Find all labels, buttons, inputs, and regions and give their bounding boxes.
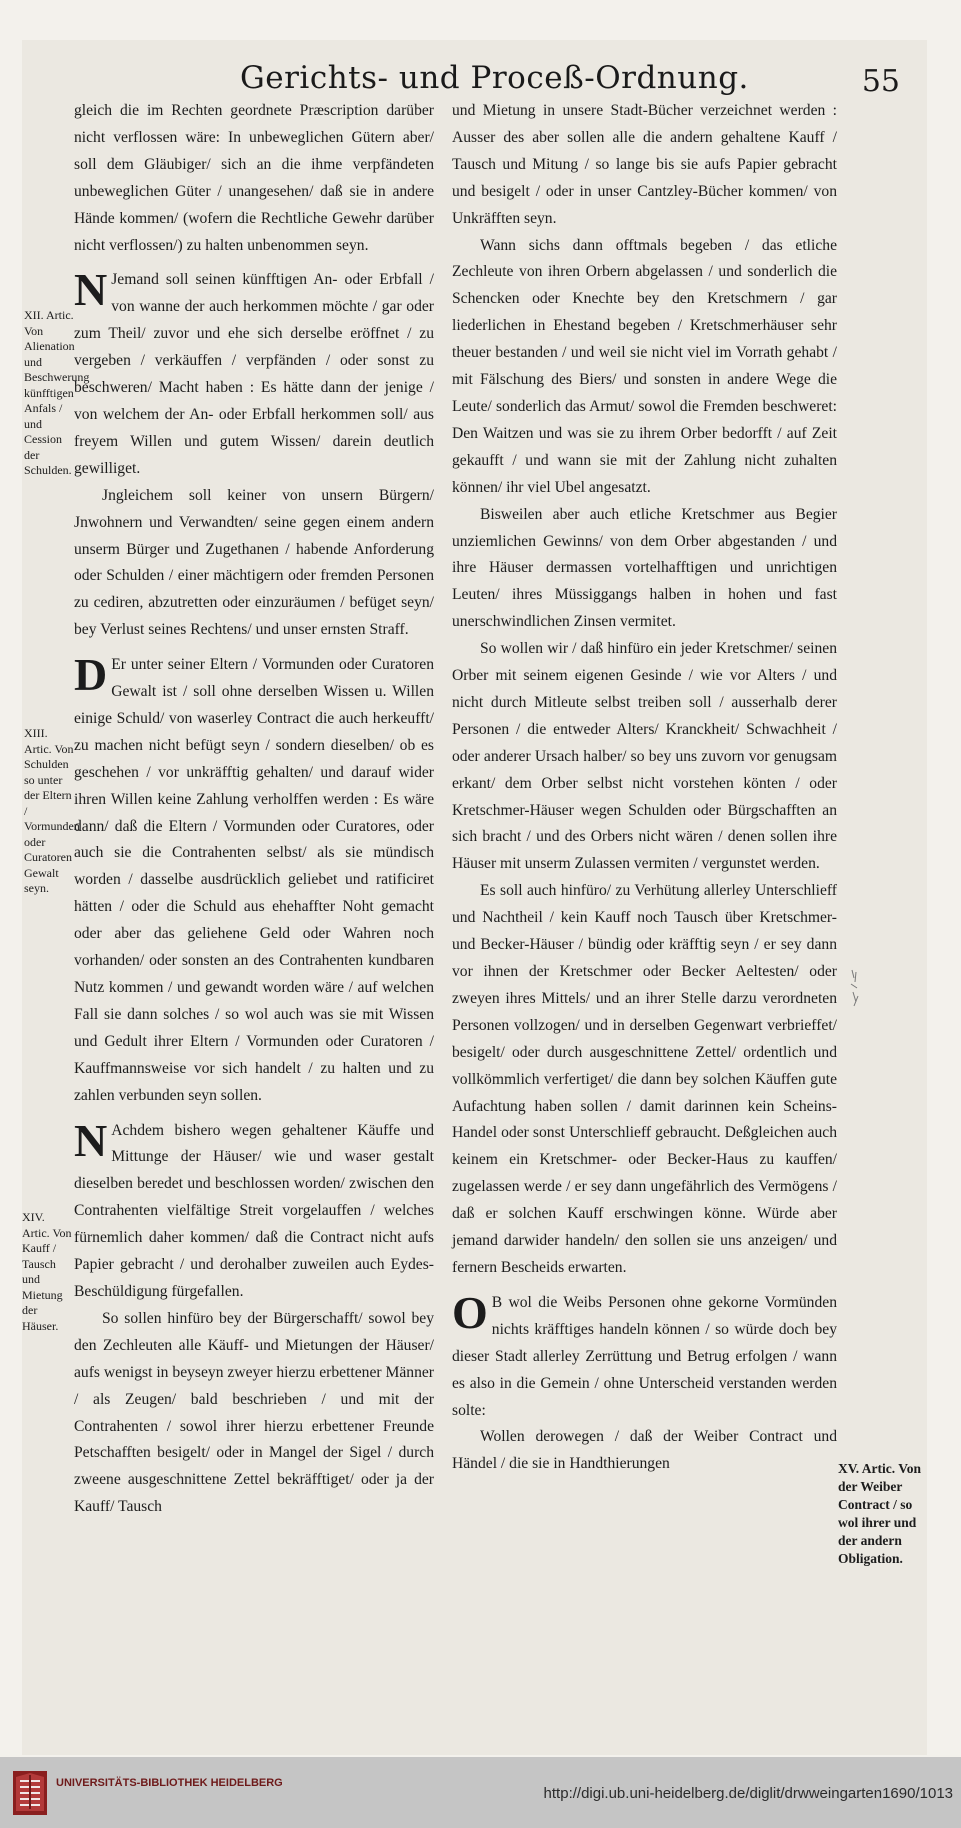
left-paragraph-4-text: Er unter seiner Eltern / Vormunden oder Curatoren Gewalt ist / soll ohne derselben Wissen u. Willen einige Schuld/ von waserley Contract die auch herkeufft/ zu machen nicht befügt seyn / sondern dieselben/ ob es geschehen / vor unkräfftig gehalten/ und darauf wider ihren Willen keine Zahlung verholffen werden : Es wäre dann/ daß die Eltern / Vormunden oder Curatores, oder auch sie die Contrahenten selbst/ als sie mündisch worden / dasselbe ausdrücklich geliebet und ratificiret hätten / oder die Schuld aus ehehaffter Noht gemacht oder aber das geliehene Geld oder Wahren noch vorhanden/ oder sonsten an des Contrahenten kundbaren Nutz kommen / und gewandt worden wäre / auf welchen Fall sie dann solches / so wol auch was sie mit Wissen und Gedult ihrer Eltern / Vormunden oder Curatoren / Kauffmannsweise vor sich handelt / zu halten und zu zahlen verbunden seyn sollen. [74, 656, 434, 1104]
left-paragraph-5-text: Achdem bishero wegen gehaltener Käuffe und Mittunge der Häuser/ wie und waser gestalt dieselben beredet und beschlossen worden/ zwischen den Contrahenten vielfältige Streit vorgelauffen / welches fürnemlich daher kommen/ daß die Contract nicht aufs Papier gebracht / und derohalber zuweilen auch Eydes-Beschüldigung fürgefallen. [74, 1121, 434, 1300]
drop-initial: D [74, 649, 108, 701]
right-paragraph-6-text: B wol die Weibs Personen ohne gekorne Vormünden nichts kräfftiges handeln können / so würde doch bey dieser Stadt allerley Zerrüttung und Betrug erfolgen / wann es also in die Gemein / ohne Unterscheid verstanden werden solte: [452, 1293, 837, 1419]
left-paragraph-3: Jngleichem soll keiner von unsern Bürgern/ Jnwohnern und Verwandten/ seine gegen einem andern unserm Bürger und Zugethanen / habende Anforderung oder Schulden / einer mächtigern oder fremden Personen zu cediren, abzutretten oder einzuräumen / befüget seyn/ bey Verlust seines Rechtens/ und unser ernsten Straff. [74, 486, 434, 639]
permalink-url[interactable]: http://digi.ub.uni-heidelberg.de/diglit/drwweingarten1690/1013 [543, 1785, 953, 1802]
drop-initial: N [74, 264, 108, 316]
right-paragraph-6 [452, 1286, 837, 1425]
left-paragraph-6: So sollen hinfüro bey der Bürgerschafft/ sowol bey den Zechleuten alle Käuff- und Mietungen der Häuser/ aufs wenigst in beyseyn zweyer hierzu erbettener Männer / als Zeugen/ bald beschrieben / und mit der Contrahenten / sowol ihrer hierzu erbettener Freunde Petschafften besigelt/ oder in Mangel der Sigel / durch zweene ausgeschnittene Zettel bekräfftiget/ oder ja der Kauff/ Tausch [74, 1309, 434, 1516]
right-paragraph-2: Wann sichs dann offtmals begeben / das etliche Zechleute von ihren Orbern abgelassen / und sonderlich die Schencken oder Knechte bey den Kretschmern / gar liederlichen in Ehestand begeben / Kretschmerhäuser sehr theuer bestanden / und weil sie nicht viel im Vorrath gehabt / mit Fälschung des Biers/ und sonsten in andere Wege die Leute/ sonderlich das Armut/ sowol die Fremden beschweret: Den Waitzen und was sie zu ihrem Orber bedorfft / auf Zeit gekaufft / und wann sie mit der Zahlung nicht zuhalten können/ ihr viel Ubel angesatzt. [452, 236, 837, 496]
left-paragraph-2-text: Jemand soll seinen künfftigen An- oder Erbfall / von wanne der auch herkommen möchte / gar oder zum Theil/ zuvor und ehe sich derselbe eröffnet / zu vergeben / verkäuffen / verpfänden / oder sonst zu beschweren/ Macht haben : Es hätte dann der jenige / von welchem der An- oder Erbfall herkommen soll/ aus freyem Willen und gutem Wissen/ darein deutlich gewilliget. [74, 271, 434, 477]
right-column [452, 98, 837, 1478]
margin-smudge [848, 968, 862, 1008]
running-title: Gerichts- und Proceß-Ordnung. [240, 60, 749, 96]
left-paragraph-4 [74, 649, 434, 1109]
left-paragraph-1: gleich die im Rechten geordnete Præscription darüber nicht verflossen wäre: In unbeweglichen Gütern aber/ soll dem Gläubiger/ sich an die ihme verpfändeten unbeweglichen Güter / unangesehen/ daß sie in andere Hände kommen/ (wofern die Rechtliche Gewehr darüber nicht verflossen/) zu halten unbenommen seyn. [74, 102, 434, 254]
margin-note-art-13: XIII. Artic. Von Schulden so unter der Eltern / Vormunden oder Curatoren Gewalt seyn. [24, 726, 80, 895]
left-column [74, 98, 434, 1521]
right-paragraph-1: und Mietung in unsere Stadt-Bücher verzeichnet werden : Ausser des aber sollen alle die andern gehaltene Kauff / Tausch und Mitung / so lange bis sie aufs Papier gebracht und besigelt / oder in unser Cantzley-Bücher kommen/ von Unkräfften seyn. [452, 102, 837, 227]
margin-note-art-14: XIV. Artic. Von Kauff / Tausch und Mietung der Häuser. [22, 1210, 72, 1333]
viewer-footer-bar [0, 1757, 961, 1828]
right-paragraph-5: Es soll auch hinfüro/ zu Verhütung allerley Unterschlieff und Nachtheil / kein Kauff noch Tausch über Kretschmer- und Becker-Häuser / bündig oder kräfftig seyn / er sey dann vor ihnen der Kretschmer oder Becker Aeltesten/ oder zweyen ihres Mittels/ und an ihrer Stelle darzu verordneten Personen vollzogen/ und in derselben Gegenwart verbrieffet/ besigelt/ oder durch ausgeschnittene Zettel/ ordentlich und vollkömmlich verfertiget/ die dann bey solchen Käuffen gute Aufachtung haben sollen / damit darinnen kein Scheins-Handel oder sonst Unterschlieff gebraucht. Deßgleichen auch keinem ein Kretschmer- oder Becker-Haus zu kauffen/ zugelassen werde / er sey dann ungefährlich des Vermögens / daß er solchen Kauff erschwingen könne. Würde aber jemand darwider handeln/ den sollen sie uns anzeigen/ und fernern Bescheids erwarten. [452, 882, 837, 1276]
drop-initial: N [74, 1114, 108, 1166]
right-paragraph-4: So wollen wir / daß hinfüro ein jeder Kretschmer/ seinen Orber mit seinem eigenen Gesinde / wie vor Alters / und nicht durch Mitleute selbst treiben soll / ausserhalb derer Personen / die entweder Alters/ Kranckheit/ Schwachheit / oder anderer Ursach halber/ so bey uns zuvorn vor genugsam erkant/ dem Orber selbst nicht vorstehen könten / oder Kretschmer-Häuser wegen Schulden oder Bürgschafften an sich bracht / und des Orbers nicht wären / denen sollen ihre Häuser mit unserm Zulassen vermiten / vergunstet werden. [452, 640, 837, 873]
margin-note-art-15: XV. Artic. Von der Weiber Contract / so wol ihrer und der andern Obligation. [838, 1461, 922, 1566]
library-name: UNIVERSITÄTS-BIBLIOTHEK HEIDELBERG [56, 1777, 283, 1789]
margin-note-art-12: XII. Artic. Von Alienation und Beschwerung künfftigen Anfals / und Cession der Schulden. [24, 308, 90, 477]
university-seal-icon [10, 1765, 52, 1820]
right-paragraph-3: Bisweilen aber auch etliche Kretschmer aus Begier unziemlichen Gewinns/ von dem Orber abgestanden / und ihre Häuser dermassen vortelhafftigen und unrichtigen Leuten/ ihres Müssiggangs halben in hohen und fast unerschwindlichen Zinsen vermitet. [452, 505, 837, 631]
left-paragraph-2 [74, 264, 434, 482]
page-number: 55 [861, 64, 900, 99]
drop-initial: O [452, 1286, 488, 1338]
right-paragraph-7: Wollen derowegen / daß der Weiber Contract und Händel / die sie in Handthierungen [452, 1428, 837, 1473]
left-paragraph-5 [74, 1114, 434, 1306]
